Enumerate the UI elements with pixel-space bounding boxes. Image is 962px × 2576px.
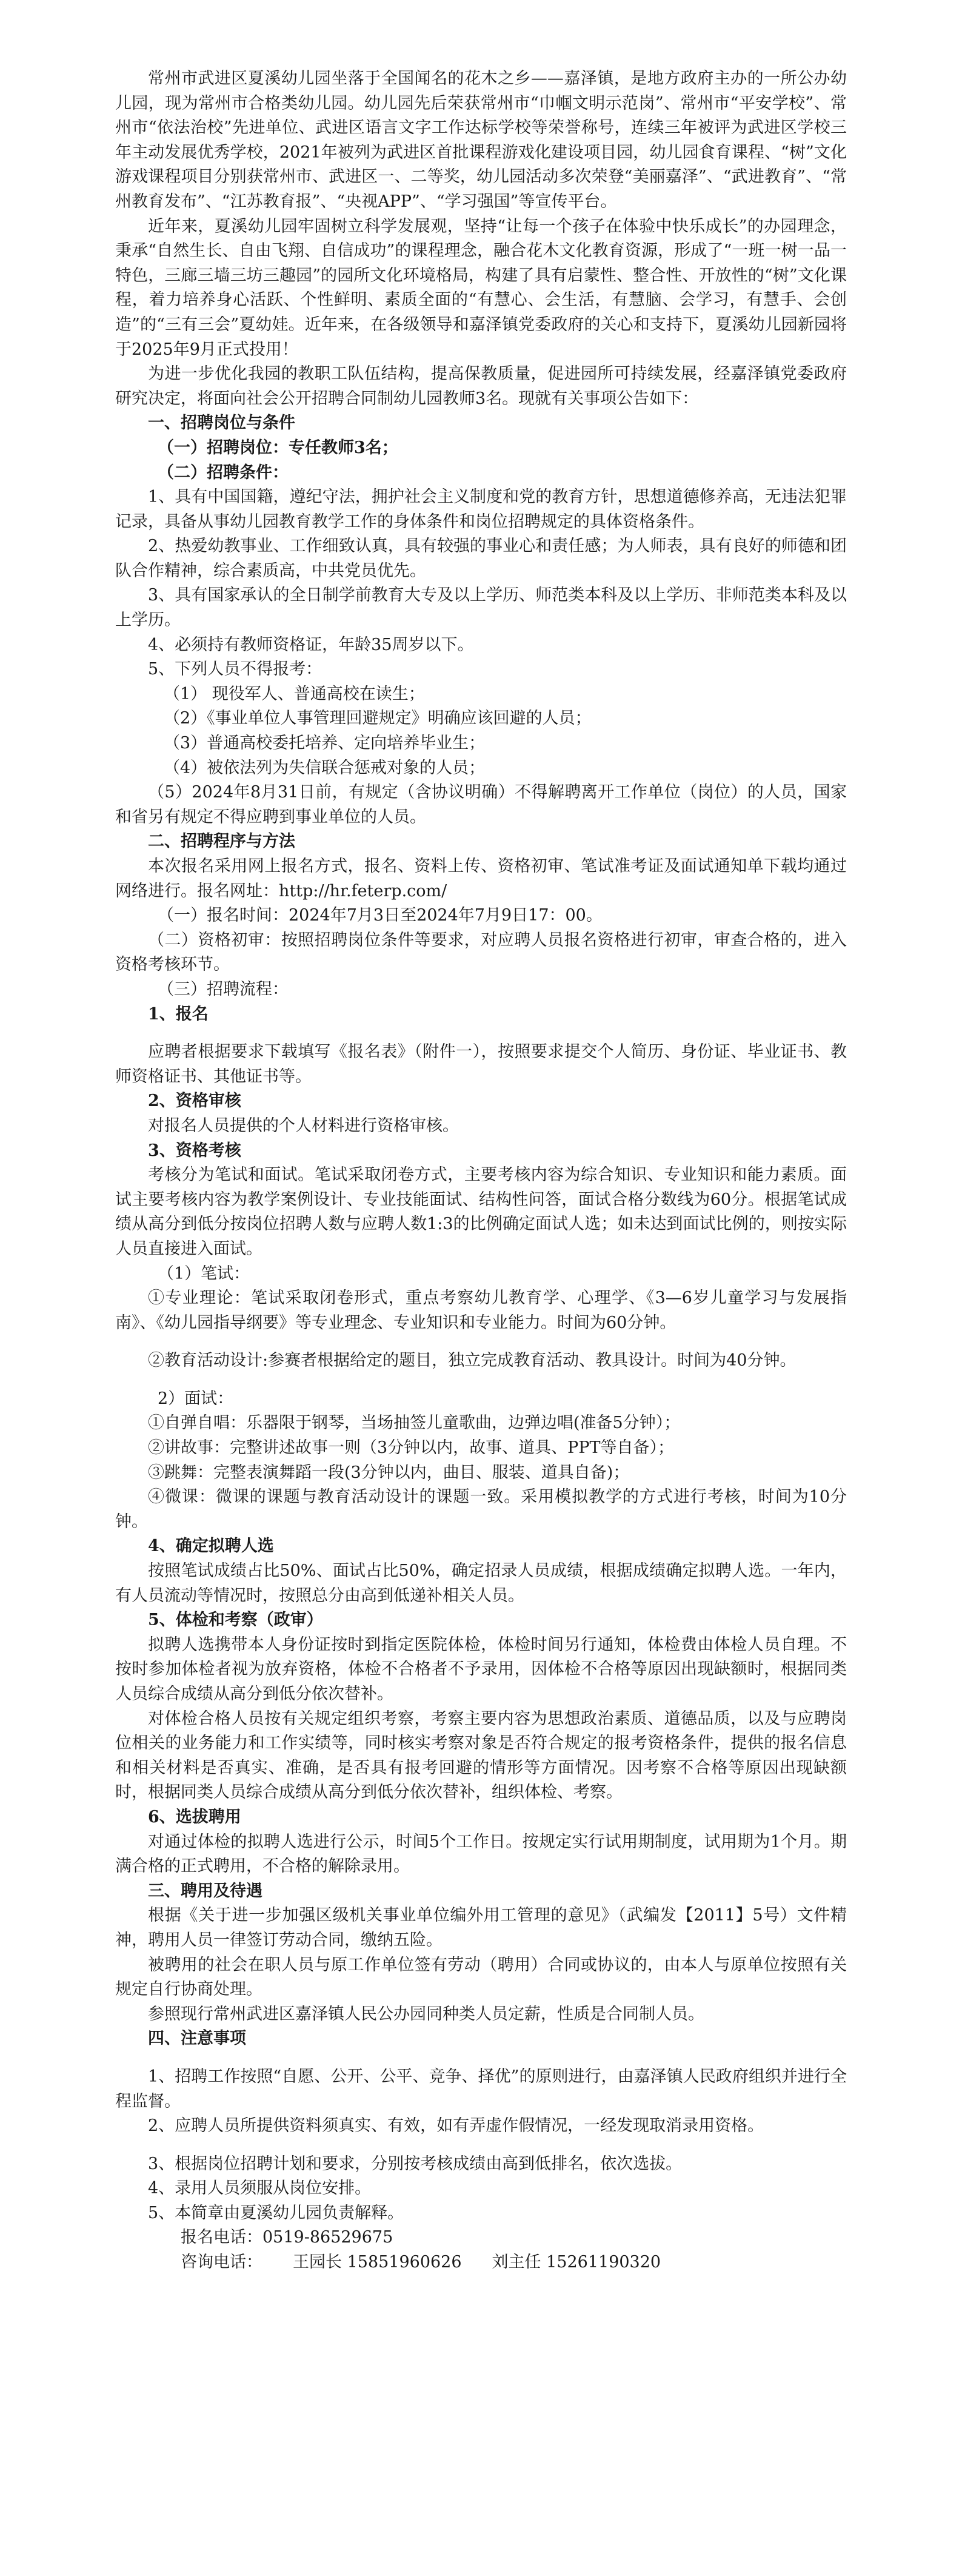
intro-paragraph-3: 为进一步优化我园的教职工队伍结构，提高保教质量，促进园所可持续发展，经嘉泽镇党委政府研究决定，将面向社会公开招聘合同制幼儿园教师3名。现就有关事项公告如下： (115, 364, 847, 408)
written-test-heading: （1）笔试： (158, 1264, 250, 1283)
interview-4: ④微课：微课的课题与教育活动设计的课题一致。采用模拟教学的方式进行考核，时间为10分钟。 (115, 1488, 847, 1531)
online-registration-text: 本次报名采用网上报名方式，报名、资料上传、资格初审、笔试准考证及面试通知单下载均通过网络进行。报名网址：http://hr.feterp.com/ (115, 857, 847, 901)
position-heading: （一）招聘岗位：专任教师3名； (158, 438, 398, 457)
employment-item-3: 参照现行常州武进区嘉泽镇人民公办园同种类人员定薪，性质是合同制人员。 (148, 2004, 704, 2024)
notice-item-4: 4、录用人员须服从岗位安排。 (148, 2179, 372, 2198)
written-test-2: ②教育活动设计:参赛者根据给定的题目，独立完成教育活动、教具设计。时间为40分钟。 (148, 1351, 797, 1370)
step-6-text: 对通过体检的拟聘人选进行公示，时间5个工作日。按规定实行试用期制度，试用期为1个月。期满合格的正式聘用，不合格的解除录用。 (115, 1832, 847, 1876)
condition-5: 5、下列人员不得报考： (148, 660, 322, 679)
employment-item-2: 被聘用的社会在职人员与原工作单位签有劳动（聘用）合同或协议的，由本人与原单位按照有关规定自行协商处理。 (115, 1955, 847, 1999)
step-1-title: 1、报名 (148, 1004, 209, 1024)
step-5-text-1: 拟聘人选携带本人身份证按时到指定医院体检，体检时间另行通知，体检费由体检人员自理。不按时参加体检者视为放弃资格，体检不合格者不予录用，因体检不合格等原因出现缺额时，根据同类人员综合成绩从高分到低分依次替补。 (115, 1635, 847, 1703)
written-test-1: ①专业理论：笔试采取闭卷形式，重点考察幼儿教育学、心理学、《3—6岁儿童学习与发展指南》、《幼儿园指导纲要》等专业理念、专业知识和专业能力。时间为60分钟。 (115, 1289, 847, 1332)
interview-heading: 2）面试： (158, 1389, 234, 1408)
step-3-text: 考核分为笔试和面试。笔试采取闭卷方式，主要考核内容为综合知识、专业知识和能力素质。面试主要考核内容为教学案例设计、专业技能面试、结构性问答，面试合格分数线为60分。根据笔试成绩从高分到低分按岗位招聘人数与应聘人数1:3的比例确定面试人选；如未达到面试比例的，则按实际人员直接进入面试。 (115, 1166, 847, 1258)
step-1-text: 应聘者根据要求下载填写《报名表》（附件一），按照要求提交个人简历、身份证、毕业证书、教师资格证书、其他证书等。 (115, 1042, 847, 1086)
section-4-title: 四、注意事项 (148, 2029, 246, 2048)
notice-item-1: 1、招聘工作按照“自愿、公开、公平、竞争、择优”的原则进行，由嘉泽镇人民政府组织并进行全程监督。 (115, 2067, 847, 2111)
registration-phone: 报名电话：0519-86529675 (181, 2228, 393, 2247)
step-4-text: 按照笔试成绩占比50%、面试占比50%，确定招录人员成绩，根据成绩确定拟聘人选。一年内，有人员流动等情况时，按照总分由高到低递补相关人员。 (115, 1561, 847, 1605)
exclusion-3: （3）普通高校委托培养、定向培养毕业生； (164, 734, 486, 753)
interview-1: ①自弹自唱：乐器限于钢琴，当场抽签儿童歌曲，边弹边唱(准备5分钟）； (148, 1414, 681, 1433)
section-2-title: 二、招聘程序与方法 (148, 832, 295, 851)
notice-item-5: 5、本简章由夏溪幼儿园负责解释。 (148, 2203, 404, 2222)
exclusion-1: （1） 现役军人、普通高校在读生； (164, 684, 425, 703)
consultation-contact-2: 刘主任 15261190320 (492, 2253, 661, 2272)
step-2-title: 2、资格审核 (148, 1092, 241, 1111)
exclusion-2: （2）《事业单位人事管理回避规定》明确应该回避的人员； (164, 709, 592, 728)
step-5-title: 5、体检和考察（政审） (148, 1611, 323, 1630)
preliminary-review: （二）资格初审：按照招聘岗位条件等要求，对应聘人员报名资格进行初审，审查合格的，进入资格考核环节。 (115, 930, 847, 974)
intro-paragraph-1: 常州市武进区夏溪幼儿园坐落于全国闻名的花木之乡——嘉泽镇，是地方政府主办的一所公办幼儿园，现为常州市合格类幼儿园。幼儿园先后荣获常州市“巾帼文明示范岗”、常州市“平安学校”、常州市“依法治校”先进单位、武进区语言文字工作达标学校等荣誉称号，连续三年被评为武进区学校三年主动发展优秀学校，2021年被列为武进区首批课程游戏化建设项目园，幼儿园食育课程、“树”文化游戏课程项目分别获常州市、武进区一、二等奖，幼儿园活动多次荣登“美丽嘉泽”、“武进教育”、“常州教育发布”、“江苏教育报”、“央视APP”、“学习强国”等宣传平台。 (115, 69, 847, 211)
consultation-contact-1: 王园长 15851960626 (293, 2253, 462, 2272)
employment-item-1: 根据《关于进一步加强区级机关事业单位编外用工管理的意见》（武编发【2011】5号）文件精神，聘用人员一律签订劳动合同，缴纳五险。 (115, 1906, 847, 1950)
condition-2: 2、热爱幼教事业、工作细致认真，具有较强的事业心和责任感；为人师表，具有良好的师德和团队合作精神，综合素质高，中共党员优先。 (115, 537, 847, 580)
step-3-title: 3、资格考核 (148, 1141, 241, 1160)
exclusion-4: （4）被依法列为失信联合惩戒对象的人员； (164, 758, 486, 777)
step-6-title: 6、选拔聘用 (148, 1807, 241, 1826)
recruitment-flow-heading: （三）招聘流程： (158, 979, 289, 999)
section-1-title: 一、招聘岗位与条件 (148, 414, 295, 433)
registration-time: （一）报名时间：2024年7月3日至2024年7月9日17：00。 (158, 906, 603, 925)
condition-4: 4、必须持有教师资格证，年龄35周岁以下。 (148, 635, 474, 654)
interview-2: ②讲故事：完整讲述故事一则（3分钟以内，故事、道具、PPT等自备）； (148, 1438, 675, 1458)
consultation-label: 咨询电话： (181, 2253, 262, 2272)
exclusion-5: （5）2024年8月31日前，有规定（含协议明确）不得解聘离开工作单位（岗位）的人员，国家和省另有规定不得应聘到事业单位的人员。 (115, 783, 847, 827)
step-5-text-2: 对体检合格人员按有关规定组织考察，考察主要内容为思想政治素质、道德品质，以及与应聘岗位相关的业务能力和工作实绩等，同时核实考察对象是否符合规定的报考资格条件，提供的报名信息和相关材料是否真实、准确，是否具有报考回避的情形等方面情况。因考察不合格等原因出现缺额时，根据同类人员综合成绩从高分到低分依次替补，组织体检、考察。 (115, 1709, 847, 1802)
conditions-heading: （二）招聘条件： (158, 463, 289, 482)
step-2-text: 对报名人员提供的个人材料进行资格审核。 (148, 1116, 459, 1135)
section-3-title: 三、聘用及待遇 (148, 1881, 262, 1900)
condition-1: 1、具有中国国籍，遵纪守法，拥护社会主义制度和党的教育方针，思想道德修养高，无违法犯罪记录，具备从事幼儿园教育教学工作的身体条件和岗位招聘规定的具体资格条件。 (115, 488, 847, 531)
condition-3: 3、具有国家承认的全日制学前教育大专及以上学历、师范类本科及以上学历、非师范类本科及以上学历。 (115, 586, 847, 630)
interview-3: ③跳舞：完整表演舞蹈一段(3分钟以内，曲目、服装、道具自备)； (148, 1463, 630, 1482)
intro-paragraph-2: 近年来，夏溪幼儿园牢固树立科学发展观，坚持“让每一个孩子在体验中快乐成长”的办园理念，秉承“自然生长、自由飞翔、自信成功”的课程理念，融合花木文化教育资源，形成了“一班一树一品一特色，三廊三墙三坊三趣园”的园所文化环境格局，构建了具有启蒙性、整合性、开放性的“树”文化课程，着力培养身心活跃、个性鲜明、素质全面的“有慧心、会生活，有慧脑、会学习，有慧手、会创造”的“三有三会”夏幼娃。近年来，在各级领导和嘉泽镇党委政府的关心和支持下，夏溪幼儿园新园将于2025年9月正式投用！ (115, 216, 847, 359)
step-4-title: 4、确定拟聘人选 (148, 1537, 274, 1556)
notice-item-3: 3、根据岗位招聘计划和要求，分别按考核成绩由高到低排名，依次选拔。 (148, 2154, 683, 2173)
consultation-phones (115, 2250, 847, 2275)
notice-item-2: 2、应聘人员所提供资料须真实、有效，如有弄虚作假情况，一经发现取消录用资格。 (148, 2116, 764, 2136)
